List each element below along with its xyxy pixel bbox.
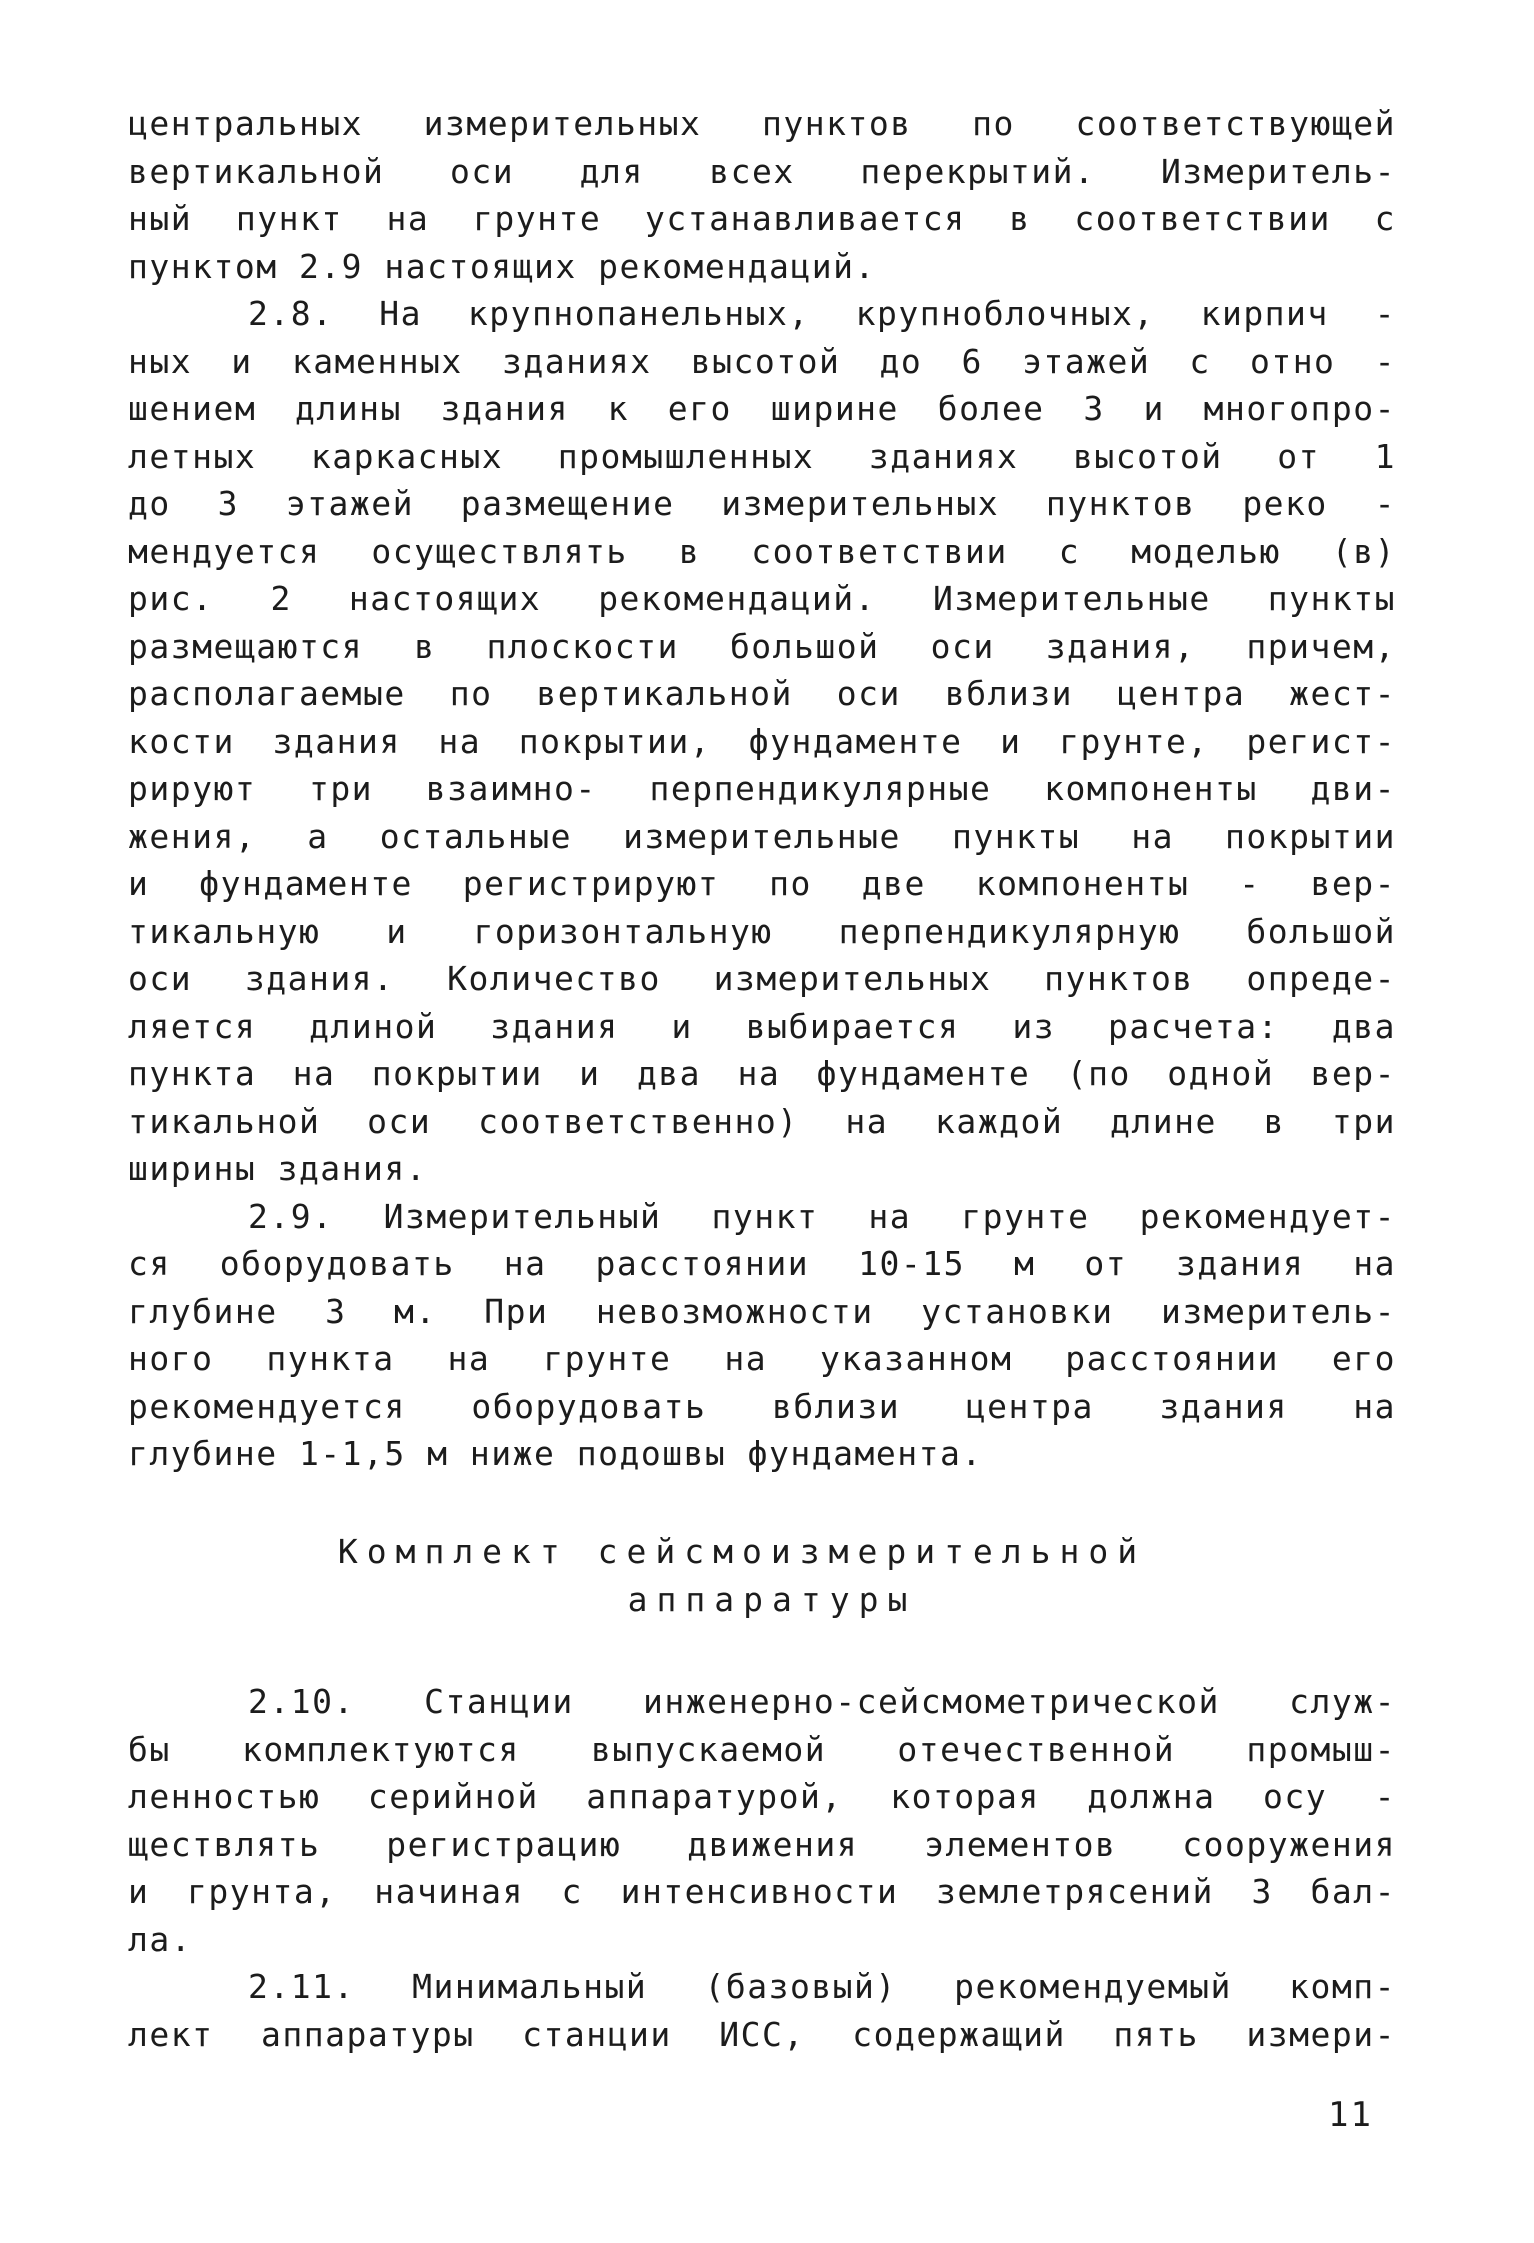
text-line: ного пункта на грунте на указанном расстоянии его — [128, 1339, 1396, 1378]
text-line: тикальную и горизонтальную перпендикулярную большой — [128, 911, 1396, 951]
text-block-main — [128, 100, 1396, 1478]
text-line: ный пункт на грунте устанавливается в соответствии с — [128, 199, 1396, 238]
text-line: ществлять регистрацию движения элементов сооружения — [128, 1824, 1396, 1864]
text-line: ширины здания. — [128, 1149, 428, 1188]
text-line: оси здания. Количество измерительных пунктов опреде- — [128, 959, 1396, 998]
text-line: летных каркасных промышленных зданиях высотой от 1 — [128, 436, 1396, 476]
text-line: и фундаменте регистрируют по две компоненты - вер- — [128, 864, 1396, 903]
text-line: мендуется осуществлять в соответствии с моделью (в) — [128, 531, 1396, 571]
text-line: глубине 3 м. При невозможности установки измеритель- — [128, 1291, 1396, 1331]
text-line: располагаемые по вертикальной оси вблизи центра жест- — [128, 674, 1396, 713]
text-line: кости здания на покрытии, фундаменте и грунте, регист- — [128, 721, 1396, 761]
text-line: лект аппаратуры станции ИСС, содержащий пять измери- — [128, 2014, 1396, 2054]
text-line: бы комплектуются выпускаемой отечественной промыш- — [128, 1729, 1396, 1769]
text-line: вертикальной оси для всех перекрытий. Измеритель- — [128, 151, 1396, 191]
text-line: ных и каменных зданиях высотой до 6 этажей с отно - — [128, 341, 1396, 381]
text-line: размещаются в плоскости большой оси здания, причем, — [128, 626, 1396, 666]
text-line: жения, а остальные измерительные пункты на покрытии — [128, 816, 1396, 856]
text-block-equipment — [128, 1678, 1396, 2058]
text-line: 2.8. На крупнопанельных, крупноблочных, кирпич - — [248, 294, 1396, 333]
page-number: 11 — [1328, 2095, 1373, 2135]
text-line: ла. — [128, 1919, 193, 1959]
text-line: шением длины здания к его ширине более 3 и многопро- — [128, 389, 1396, 428]
text-line: пункта на покрытии и два на фундаменте (по одной вер- — [128, 1054, 1396, 1093]
text-line: пунктом 2.9 настоящих рекомендаций. — [128, 246, 876, 286]
text-line: 2.9. Измерительный пункт на грунте рекомендует- — [248, 1196, 1396, 1236]
text-line: рекомендуется оборудовать вблизи центра здания на — [128, 1386, 1396, 1426]
text-line: ленностью серийной аппаратурой, которая должна осу - — [128, 1777, 1396, 1816]
section-heading-line-2: аппаратуры — [627, 1580, 917, 1619]
section-heading-line-1: Комплект сейсмоизмерительной — [337, 1532, 1147, 1571]
text-line: глубине 1-1,5 м ниже подошвы фундамента. — [128, 1434, 983, 1473]
text-line: до 3 этажей размещение измерительных пунктов реко - — [128, 484, 1396, 523]
text-line: ся оборудовать на расстоянии 10-15 м от здания на — [128, 1244, 1396, 1283]
text-line: рис. 2 настоящих рекомендаций. Измерительные пункты — [128, 579, 1396, 618]
text-line: ляется длиной здания и выбирается из расчета: два — [128, 1006, 1396, 1046]
text-line: 2.11. Минимальный (базовый) рекомендуемый комп- — [248, 1967, 1396, 2006]
text-line: тикальной оси соответственно) на каждой длине в три — [128, 1101, 1396, 1141]
text-line: и грунта, начиная с интенсивности землетрясений 3 бал- — [128, 1872, 1396, 1911]
text-line: 2.10. Станции инженерно-сейсмометрической служ- — [248, 1682, 1396, 1721]
section-heading — [128, 1528, 1396, 1624]
text-line: центральных измерительных пунктов по соответствующей — [128, 104, 1396, 143]
text-line: рируют три взаимно- перпендикулярные компоненты дви- — [128, 769, 1396, 808]
